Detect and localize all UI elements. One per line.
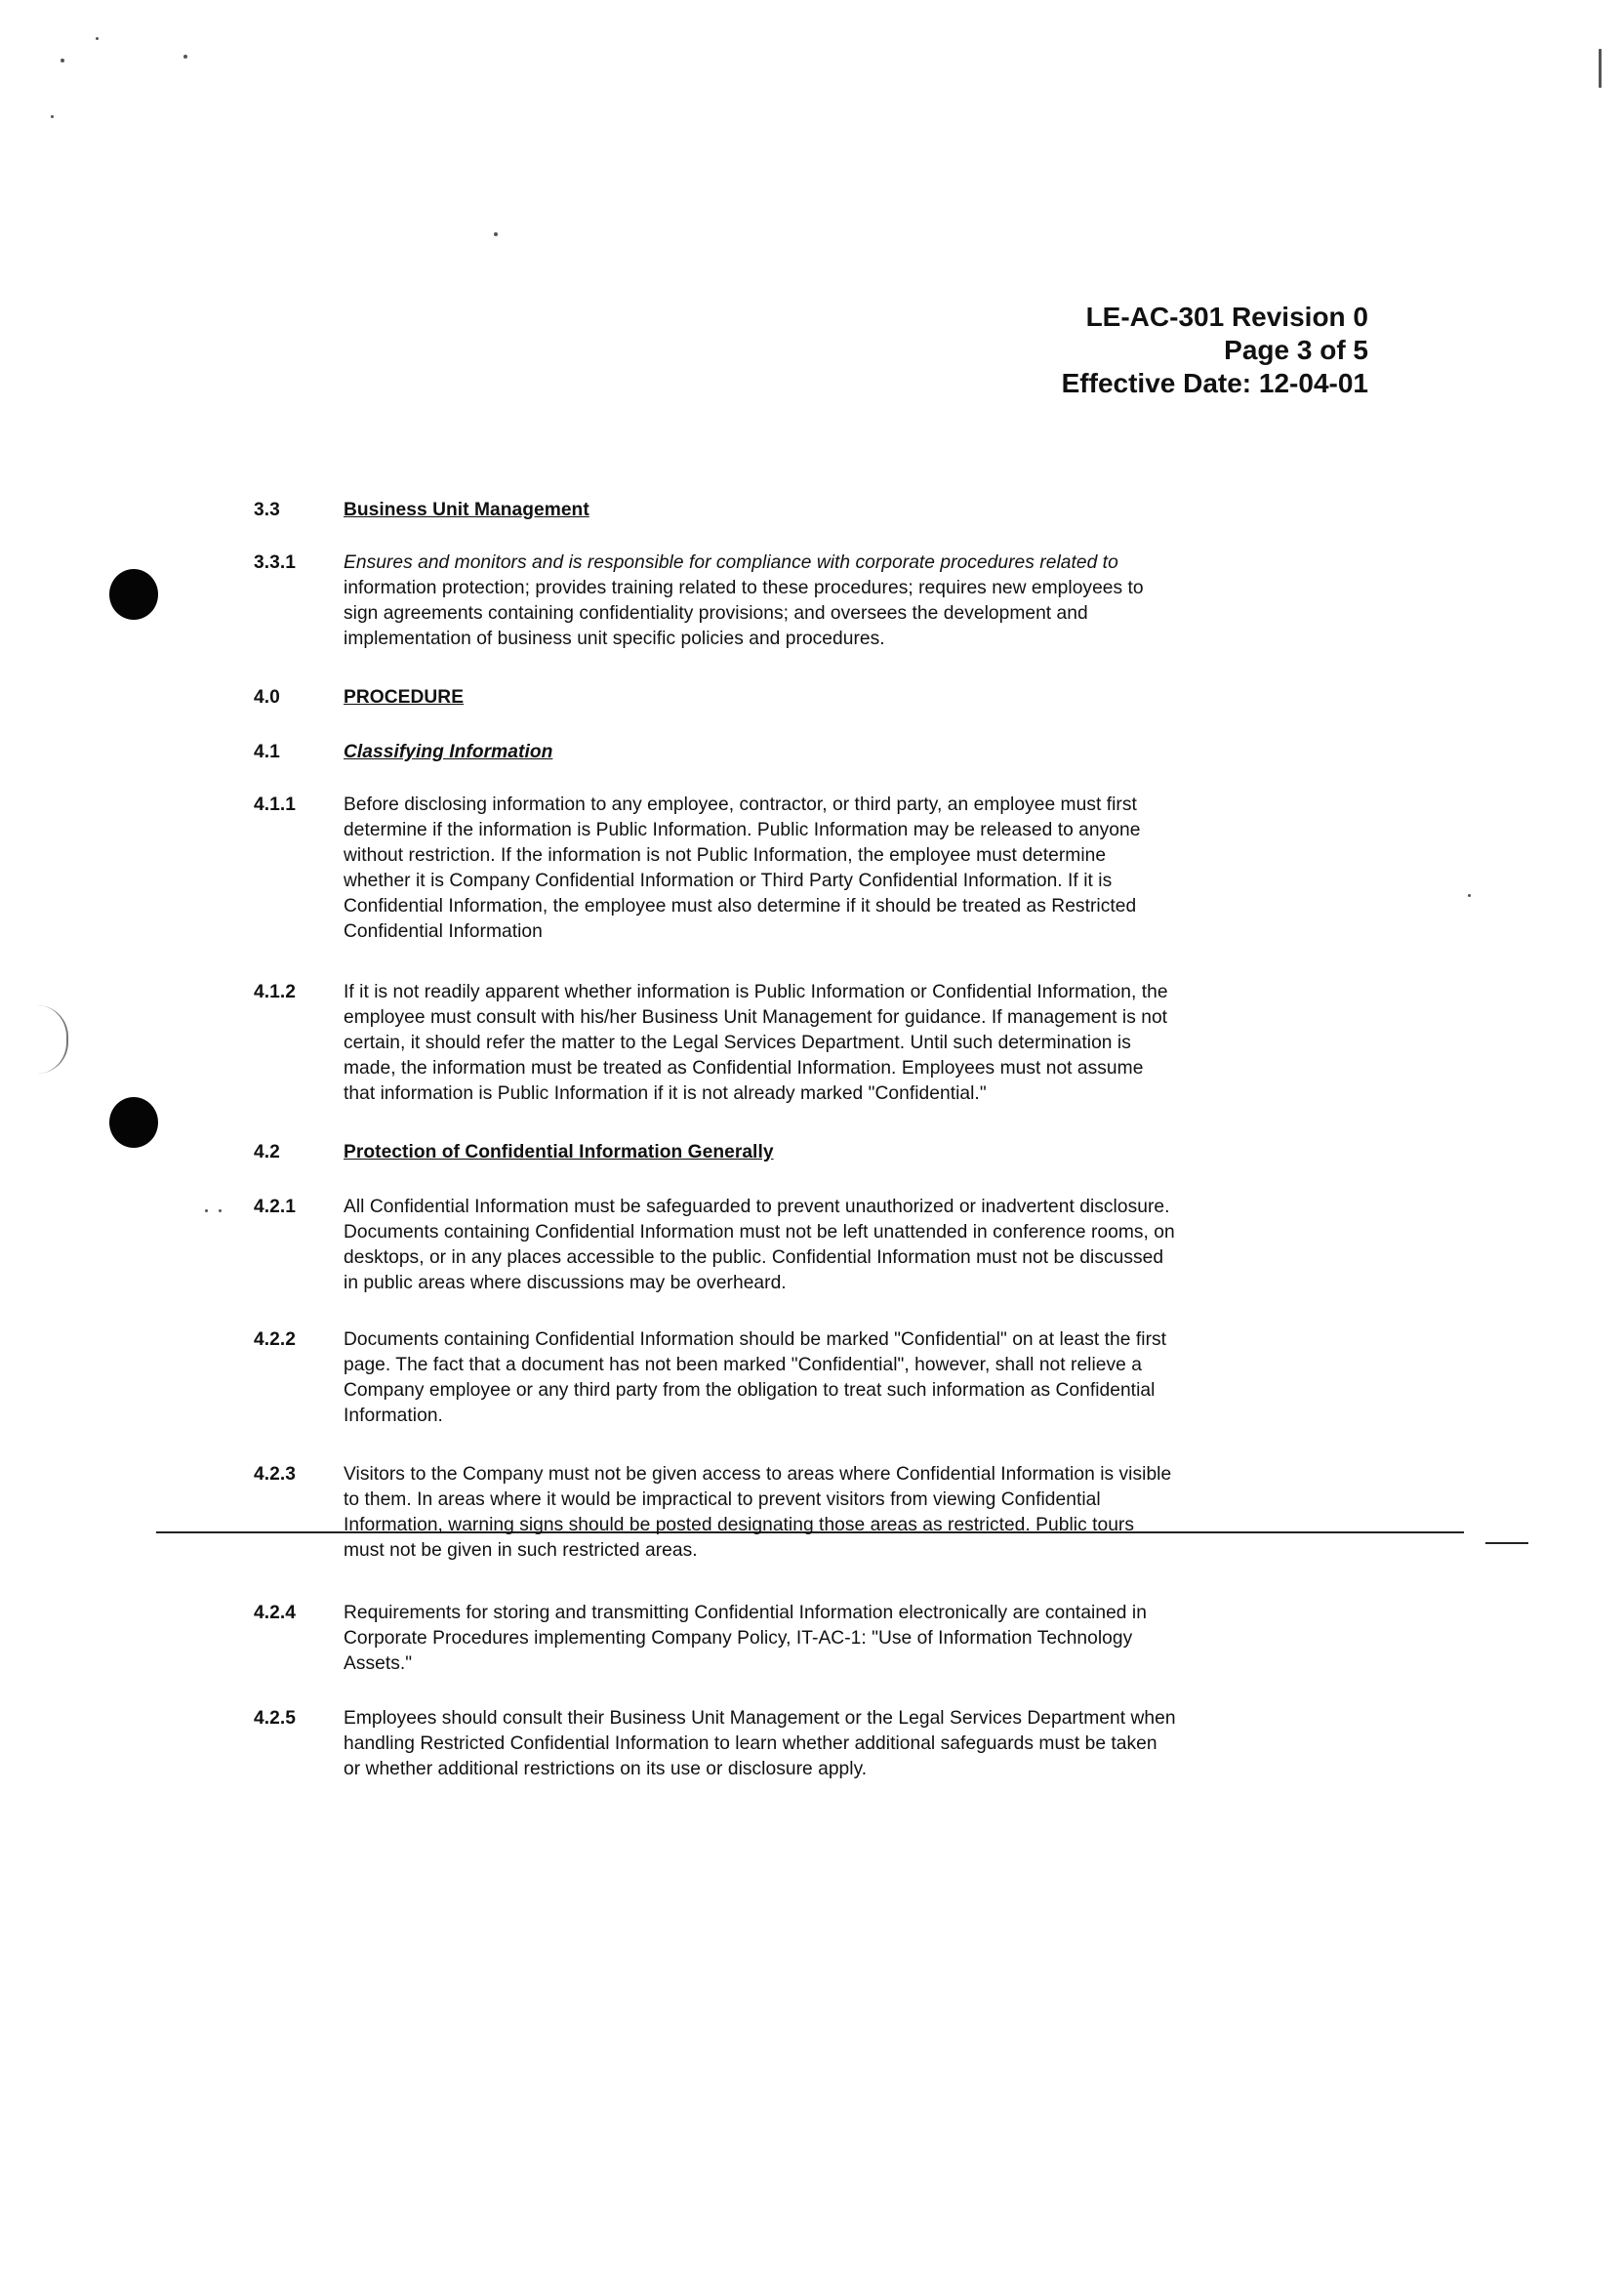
body-line: implementation of business unit specific policies and procedures. [344,629,885,649]
body-line: Employees should consult their Business Unit Management or the Legal Services Department when [344,1708,1176,1729]
section-body [344,1195,1386,1296]
section-number: 4.1.1 [254,795,296,815]
margin-mark [37,1005,68,1074]
body-line: certain, it should refer the matter to the Legal Services Department. Until such determination is [344,1033,1131,1053]
body-line: handling Restricted Confidential Information to learn whether additional safeguards must be taken [344,1733,1157,1754]
document-header [1062,301,1368,400]
body-line: or whether additional restrictions on its use or disclosure apply. [344,1759,868,1779]
section-body [344,1462,1386,1564]
section-body [344,1706,1386,1782]
section-number: 4.2 [254,1142,280,1162]
document-id: LE-AC-301 Revision 0 [1085,302,1368,332]
scan-speck [61,59,64,62]
section-body [344,793,1386,945]
scan-speck [494,232,498,236]
body-line: sign agreements containing confidentiality provisions; and oversees the development and [344,603,1088,624]
body-line: Assets." [344,1653,413,1674]
body-line: without restriction. If the information is not Public Information, the employee must determine [344,845,1107,866]
body-line: desktops, or in any places accessible to the public. Confidential Information must not be discussed [344,1247,1164,1268]
body-line: Information. [344,1406,443,1426]
body-line: Corporate Procedures implementing Company Policy, IT-AC-1: "Use of Information Technology [344,1628,1133,1649]
body-line: information protection; provides training related to these procedures; requires new employees to [344,578,1144,598]
section-number: 4.2.5 [254,1708,296,1729]
section-number: 4.2.1 [254,1197,296,1217]
section-number: 4.2.4 [254,1603,296,1623]
body-line: Confidential Information, the employee must also determine if it should be treated as Restricted [344,896,1137,917]
body-line: Information, warning signs should be posted designating those areas as restricted. Public tours [344,1515,1135,1535]
section-title: Classifying Information [344,742,553,762]
body-line: whether it is Company Confidential Information or Third Party Confidential Information. If it is [344,871,1113,891]
section-body [344,550,1386,652]
body-line: Confidential Information [344,921,543,942]
section-number: 4.0 [254,687,280,708]
scan-speck [183,55,187,59]
section-title: Business Unit Management [344,500,589,520]
section-body [344,980,1386,1107]
body-line: in public areas where discussions may be overheard. [344,1273,787,1293]
section-title: PROCEDURE [344,687,465,708]
section-number: 3.3 [254,500,280,520]
scan-speck [219,1209,222,1212]
page-number: Page 3 of 5 [1224,335,1368,365]
body-line: employee must consult with his/her Business Unit Management for guidance. If management is not [344,1007,1168,1028]
scan-line-right [1485,1542,1528,1544]
body-line: Company employee or any third party from the obligation to treat such information as Confidential [344,1380,1156,1401]
body-line: Visitors to the Company must not be given access to areas where Confidential Information is visible [344,1464,1172,1485]
section-number: 4.1 [254,742,280,762]
section-body [344,1601,1386,1677]
body-line: Documents containing Confidential Information should be marked "Confidential" on at least the first [344,1329,1167,1350]
section-number: 4.2.3 [254,1464,296,1485]
scan-speck [96,37,99,40]
body-line: Ensures and monitors and is responsible for compliance with corporate procedures related to [344,552,1118,573]
scan-speck [1468,894,1471,897]
section-body [344,1327,1386,1429]
hole-punch-top [109,569,158,620]
body-line: Before disclosing information to any employee, contractor, or third party, an employee must first [344,795,1137,815]
section-number: 3.3.1 [254,552,296,573]
section-number: 4.1.2 [254,982,296,1002]
body-line: that information is Public Information if it is not already marked "Confidential." [344,1083,987,1104]
section-number: 4.2.2 [254,1329,296,1350]
body-line: determine if the information is Public Information. Public Information may be released to anyone [344,820,1141,840]
body-line: page. The fact that a document has not been marked "Confidential", however, shall not relieve a [344,1355,1142,1375]
body-line: to them. In areas where it would be impractical to prevent visitors from viewing Confidential [344,1489,1101,1510]
scan-speck [51,115,54,118]
body-line: Documents containing Confidential Information must not be left unattended in conference rooms, on [344,1222,1175,1243]
scan-speck [205,1209,208,1212]
body-line: must not be given in such restricted areas. [344,1540,698,1561]
scan-speck [1599,49,1602,88]
body-line: All Confidential Information must be safeguarded to prevent unauthorized or inadvertent disclosure. [344,1197,1170,1217]
effective-date: Effective Date: 12-04-01 [1061,368,1368,398]
body-line: Requirements for storing and transmitting Confidential Information electronically are contained in [344,1603,1147,1623]
hole-punch-bottom [109,1097,158,1148]
section-title: Protection of Confidential Information Generally [344,1142,774,1162]
body-line: made, the information must be treated as Confidential Information. Employees must not assume [344,1058,1144,1079]
body-line: If it is not readily apparent whether information is Public Information or Confidential Information, the [344,982,1168,1002]
